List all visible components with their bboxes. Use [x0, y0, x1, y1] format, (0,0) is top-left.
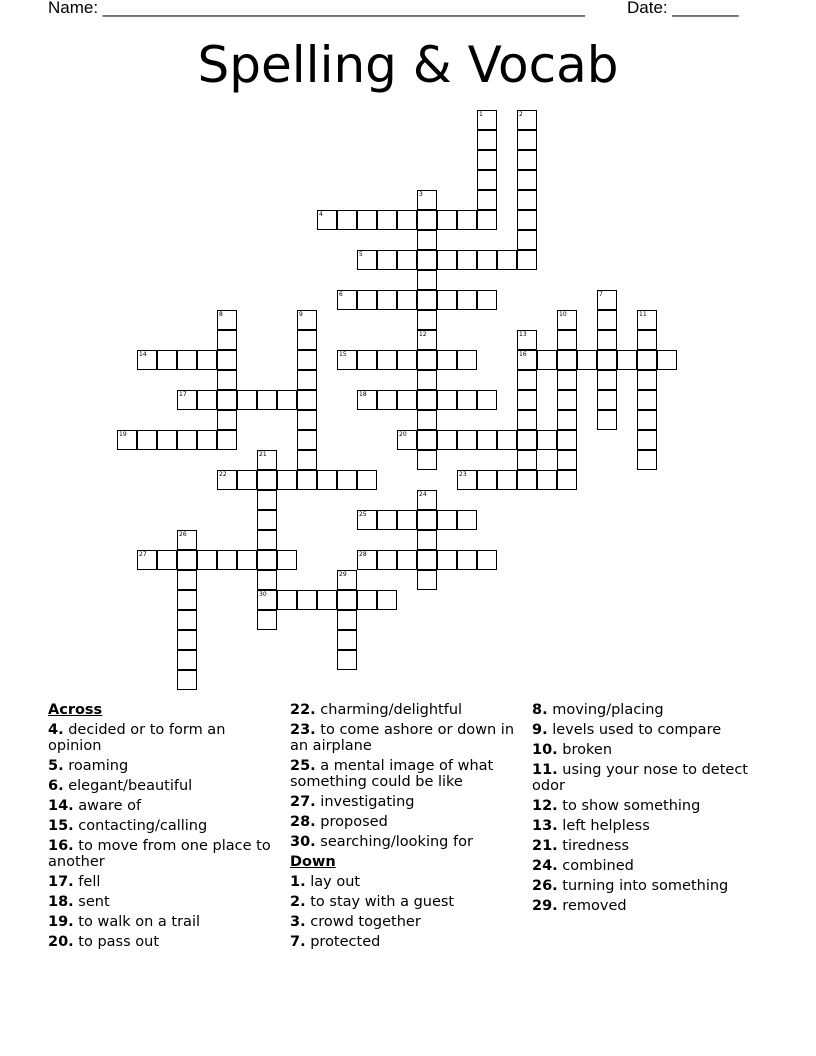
- crossword-cell[interactable]: [377, 250, 397, 270]
- crossword-cell[interactable]: [297, 350, 317, 370]
- crossword-cell[interactable]: [517, 370, 537, 390]
- crossword-cell[interactable]: [297, 450, 317, 470]
- crossword-cell[interactable]: [297, 430, 317, 450]
- clue-across-16: 16. to move from one place to another: [48, 838, 271, 870]
- crossword-cell[interactable]: [177, 390, 197, 410]
- crossword-cell[interactable]: [557, 370, 577, 390]
- crossword-cell[interactable]: [417, 490, 437, 510]
- clue-across-28: 28. proposed: [290, 814, 388, 830]
- crossword-cell[interactable]: [257, 470, 277, 490]
- cell-number: 28: [359, 551, 367, 558]
- crossword-cell[interactable]: [557, 430, 577, 450]
- cell-number: 18: [359, 391, 367, 398]
- crossword-cell[interactable]: [137, 430, 157, 450]
- crossword-cell[interactable]: [417, 230, 437, 250]
- crossword-cell[interactable]: [357, 350, 377, 370]
- clue-across-22: 22. charming/delightful: [290, 702, 463, 718]
- clue-across-25: 25. a mental image of what something could be like: [290, 758, 494, 790]
- crossword-cell[interactable]: [597, 410, 617, 430]
- crossword-cell[interactable]: [437, 350, 457, 370]
- clues-column-3: [532, 702, 772, 918]
- crossword-cell[interactable]: [177, 430, 197, 450]
- crossword-cell[interactable]: [457, 430, 477, 450]
- crossword-cell[interactable]: [417, 290, 437, 310]
- crossword-cell[interactable]: [217, 350, 237, 370]
- crossword-cell[interactable]: [177, 550, 197, 570]
- crossword-cell[interactable]: [517, 170, 537, 190]
- crossword-cell[interactable]: [477, 130, 497, 150]
- clue-across-14: 14. aware of: [48, 798, 142, 814]
- crossword-cell[interactable]: [257, 450, 277, 470]
- clue-down-13: 13. left helpless: [532, 818, 650, 834]
- crossword-cell[interactable]: [357, 550, 377, 570]
- cell-number: 6: [339, 291, 343, 298]
- crossword-cell[interactable]: [457, 290, 477, 310]
- clue-across-4: 4. decided or to form an opinion: [48, 722, 226, 754]
- clue-across-19: 19. to walk on a trail: [48, 914, 200, 930]
- crossword-cell[interactable]: [237, 470, 257, 490]
- crossword-cell[interactable]: [637, 450, 657, 470]
- page-title: Spelling & Vocab: [197, 36, 619, 94]
- cell-number: 17: [179, 391, 187, 398]
- crossword-cell[interactable]: [397, 250, 417, 270]
- crossword-cell[interactable]: [417, 450, 437, 470]
- crossword-cell[interactable]: [457, 250, 477, 270]
- clue-down-29: 29. removed: [532, 898, 627, 914]
- crossword-cell[interactable]: [437, 390, 457, 410]
- clue-down-2: 2. to stay with a guest: [290, 894, 455, 910]
- crossword-cell[interactable]: [417, 390, 437, 410]
- crossword-cell[interactable]: [417, 370, 437, 390]
- crossword-cell[interactable]: [597, 350, 617, 370]
- crossword-cell[interactable]: [337, 350, 357, 370]
- cell-number: 2: [519, 111, 523, 118]
- crossword-cell[interactable]: [497, 250, 517, 270]
- clue-down-12: 12. to show something: [532, 798, 701, 814]
- crossword-cell[interactable]: [517, 410, 537, 430]
- crossword-cell[interactable]: [557, 470, 577, 490]
- crossword-cell[interactable]: [377, 510, 397, 530]
- crossword-cell[interactable]: [317, 470, 337, 490]
- cell-number: 23: [459, 471, 467, 478]
- crossword-cell[interactable]: [577, 350, 597, 370]
- crossword-cell[interactable]: [357, 290, 377, 310]
- crossword-cell[interactable]: [517, 250, 537, 270]
- cell-number: 13: [519, 331, 527, 338]
- crossword-cell[interactable]: [517, 470, 537, 490]
- crossword-cell[interactable]: [277, 390, 297, 410]
- crossword-cell[interactable]: [417, 410, 437, 430]
- cell-number: 22: [219, 471, 227, 478]
- crossword-cell[interactable]: [297, 390, 317, 410]
- cell-number: 21: [259, 451, 267, 458]
- clue-down-1: 1. lay out: [290, 874, 361, 890]
- crossword-cell[interactable]: [397, 390, 417, 410]
- crossword-cell[interactable]: [517, 350, 537, 370]
- cell-number: 12: [419, 331, 427, 338]
- crossword-cell[interactable]: [557, 410, 577, 430]
- crossword-cell[interactable]: [177, 570, 197, 590]
- crossword-cell[interactable]: [517, 130, 537, 150]
- clue-down-21: 21. tiredness: [532, 838, 629, 854]
- crossword-cell[interactable]: [597, 310, 617, 330]
- crossword-cell[interactable]: [257, 550, 277, 570]
- crossword-cell[interactable]: [617, 350, 637, 370]
- crossword-cell[interactable]: [497, 430, 517, 450]
- crossword-cell[interactable]: [477, 150, 497, 170]
- crossword-cell[interactable]: [437, 430, 457, 450]
- crossword-cell[interactable]: [177, 670, 197, 690]
- down-heading: Down: [290, 854, 336, 870]
- crossword-cell[interactable]: [217, 310, 237, 330]
- crossword-cell[interactable]: [357, 590, 377, 610]
- crossword-cell[interactable]: [297, 590, 317, 610]
- crossword-cell[interactable]: [137, 550, 157, 570]
- crossword-cell[interactable]: [197, 390, 217, 410]
- crossword-cell[interactable]: [257, 590, 277, 610]
- crossword-cell[interactable]: [217, 330, 237, 350]
- crossword-cell[interactable]: [517, 450, 537, 470]
- crossword-cell[interactable]: [297, 470, 317, 490]
- cell-number: 14: [139, 351, 147, 358]
- clue-across-15: 15. contacting/calling: [48, 818, 208, 834]
- crossword-cell[interactable]: [557, 330, 577, 350]
- clue-down-7: 7. protected: [290, 934, 381, 950]
- crossword-cell[interactable]: [277, 550, 297, 570]
- cell-number: 15: [339, 351, 347, 358]
- name-label: Name: ___________________________________________________: [48, 0, 585, 17]
- crossword-cell[interactable]: [257, 530, 277, 550]
- crossword-cell[interactable]: [517, 330, 537, 350]
- crossword-cell[interactable]: [417, 210, 437, 230]
- crossword-cell[interactable]: [197, 350, 217, 370]
- crossword-cell[interactable]: [637, 410, 657, 430]
- crossword-cell[interactable]: [197, 550, 217, 570]
- crossword-cell[interactable]: [377, 550, 397, 570]
- crossword-cell[interactable]: [357, 390, 377, 410]
- crossword-cell[interactable]: [457, 550, 477, 570]
- crossword-cell[interactable]: [597, 290, 617, 310]
- crossword-cell[interactable]: [417, 250, 437, 270]
- clue-across-17: 17. fell: [48, 874, 101, 890]
- crossword-cell[interactable]: [417, 570, 437, 590]
- crossword-cell[interactable]: [517, 110, 537, 130]
- crossword-cell[interactable]: [297, 410, 317, 430]
- crossword-cell[interactable]: [477, 190, 497, 210]
- crossword-cell[interactable]: [377, 290, 397, 310]
- crossword-cell[interactable]: [317, 590, 337, 610]
- crossword-cell[interactable]: [337, 210, 357, 230]
- crossword-cell[interactable]: [597, 370, 617, 390]
- cell-number: 4: [319, 211, 323, 218]
- cell-number: 30: [259, 591, 267, 598]
- crossword-cell[interactable]: [177, 650, 197, 670]
- crossword-cell[interactable]: [257, 510, 277, 530]
- crossword-cell[interactable]: [437, 550, 457, 570]
- crossword-cell[interactable]: [217, 550, 237, 570]
- crossword-cell[interactable]: [457, 470, 477, 490]
- clue-across-27: 27. investigating: [290, 794, 415, 810]
- crossword-cell[interactable]: [377, 590, 397, 610]
- crossword-cell[interactable]: [297, 330, 317, 350]
- crossword-cell[interactable]: [397, 210, 417, 230]
- crossword-cell[interactable]: [337, 290, 357, 310]
- crossword-cell[interactable]: [337, 610, 357, 630]
- across-heading: Across: [48, 702, 103, 718]
- crossword-cell[interactable]: [337, 570, 357, 590]
- crossword-cell[interactable]: [137, 350, 157, 370]
- crossword-cell[interactable]: [597, 390, 617, 410]
- crossword-cell[interactable]: [157, 430, 177, 450]
- crossword-cell[interactable]: [317, 210, 337, 230]
- crossword-cell[interactable]: [637, 330, 657, 350]
- crossword-cell[interactable]: [417, 190, 437, 210]
- crossword-cell[interactable]: [637, 350, 657, 370]
- crossword-cell[interactable]: [537, 350, 557, 370]
- crossword-cell[interactable]: [237, 550, 257, 570]
- clue-down-11: 11. using your nose to detect odor: [532, 762, 748, 794]
- crossword-cell[interactable]: [557, 350, 577, 370]
- cell-number: 11: [639, 311, 647, 318]
- crossword-cell[interactable]: [537, 430, 557, 450]
- crossword-cell[interactable]: [637, 370, 657, 390]
- crossword-cell[interactable]: [197, 430, 217, 450]
- crossword-cell[interactable]: [157, 350, 177, 370]
- clue-down-24: 24. combined: [532, 858, 634, 874]
- crossword-cell[interactable]: [417, 510, 437, 530]
- crossword-cell[interactable]: [597, 330, 617, 350]
- crossword-cell[interactable]: [117, 430, 137, 450]
- crossword-cell[interactable]: [477, 550, 497, 570]
- crossword-cell[interactable]: [217, 430, 237, 450]
- clues-column-1: [48, 702, 276, 954]
- crossword-cell[interactable]: [297, 310, 317, 330]
- crossword-cell[interactable]: [457, 350, 477, 370]
- clue-down-3: 3. crowd together: [290, 914, 421, 930]
- cell-number: 5: [359, 251, 363, 258]
- crossword-cell[interactable]: [357, 470, 377, 490]
- clues-column-2: [290, 702, 518, 954]
- crossword-cell[interactable]: [437, 290, 457, 310]
- crossword-cell[interactable]: [557, 450, 577, 470]
- clue-across-30: 30. searching/looking for: [290, 834, 473, 850]
- crossword-cell[interactable]: [257, 490, 277, 510]
- crossword-cell[interactable]: [537, 470, 557, 490]
- cell-number: 1: [479, 111, 483, 118]
- crossword-cell[interactable]: [357, 210, 377, 230]
- crossword-cell[interactable]: [517, 210, 537, 230]
- cell-number: 24: [419, 491, 427, 498]
- cell-number: 19: [119, 431, 127, 438]
- crossword-cell[interactable]: [397, 290, 417, 310]
- crossword-cell[interactable]: [217, 410, 237, 430]
- crossword-cell[interactable]: [477, 170, 497, 190]
- crossword-cell[interactable]: [397, 510, 417, 530]
- crossword-cell[interactable]: [477, 250, 497, 270]
- crossword-cell[interactable]: [257, 610, 277, 630]
- cell-number: 7: [599, 291, 603, 298]
- cell-number: 9: [299, 311, 303, 318]
- crossword-cell[interactable]: [637, 430, 657, 450]
- crossword-cell[interactable]: [477, 290, 497, 310]
- crossword-cell[interactable]: [437, 210, 457, 230]
- crossword-cell[interactable]: [337, 650, 357, 670]
- clue-down-10: 10. broken: [532, 742, 613, 758]
- crossword-cell[interactable]: [457, 210, 477, 230]
- crossword-cell[interactable]: [477, 430, 497, 450]
- crossword-cell[interactable]: [437, 510, 457, 530]
- crossword-cell[interactable]: [377, 350, 397, 370]
- clue-down-9: 9. levels used to compare: [532, 722, 722, 738]
- crossword-cell[interactable]: [217, 470, 237, 490]
- crossword-cell[interactable]: [417, 430, 437, 450]
- crossword-cell[interactable]: [177, 350, 197, 370]
- crossword-cell[interactable]: [477, 110, 497, 130]
- crossword-cell[interactable]: [637, 390, 657, 410]
- cell-number: 10: [559, 311, 567, 318]
- crossword-cell[interactable]: [557, 390, 577, 410]
- clue-across-5: 5. roaming: [48, 758, 129, 774]
- crossword-cell[interactable]: [257, 390, 277, 410]
- crossword-cell[interactable]: [417, 310, 437, 330]
- date-label: Date: _______: [627, 0, 739, 17]
- crossword-cell[interactable]: [297, 370, 317, 390]
- crossword-cell[interactable]: [417, 550, 437, 570]
- cell-number: 8: [219, 311, 223, 318]
- crossword-cell[interactable]: [337, 470, 357, 490]
- crossword-cell[interactable]: [517, 430, 537, 450]
- cell-number: 25: [359, 511, 367, 518]
- crossword-cell[interactable]: [337, 590, 357, 610]
- crossword-cell[interactable]: [337, 630, 357, 650]
- crossword-cell[interactable]: [477, 470, 497, 490]
- crossword-cell[interactable]: [257, 570, 277, 590]
- crossword-cell[interactable]: [557, 310, 577, 330]
- clue-across-18: 18. sent: [48, 894, 110, 910]
- crossword-cell[interactable]: [517, 390, 537, 410]
- crossword-cell[interactable]: [277, 590, 297, 610]
- clue-down-26: 26. turning into something: [532, 878, 729, 894]
- crossword-cell[interactable]: [517, 230, 537, 250]
- cell-number: 29: [339, 571, 347, 578]
- crossword-cell[interactable]: [357, 250, 377, 270]
- crossword-cell[interactable]: [377, 390, 397, 410]
- crossword-cell[interactable]: [277, 470, 297, 490]
- cell-number: 16: [519, 351, 527, 358]
- crossword-cell[interactable]: [477, 390, 497, 410]
- cell-number: 26: [179, 531, 187, 538]
- crossword-cell[interactable]: [457, 390, 477, 410]
- crossword-cell[interactable]: [237, 390, 257, 410]
- crossword-cell[interactable]: [517, 190, 537, 210]
- clue-down-8: 8. moving/placing: [532, 702, 664, 718]
- crossword-cell[interactable]: [217, 390, 237, 410]
- crossword-cell[interactable]: [417, 530, 437, 550]
- cell-number: 3: [419, 191, 423, 198]
- crossword-cell[interactable]: [637, 310, 657, 330]
- crossword-cell[interactable]: [657, 350, 677, 370]
- crossword-cell[interactable]: [517, 150, 537, 170]
- crossword-cell[interactable]: [477, 210, 497, 230]
- crossword-cell[interactable]: [177, 610, 197, 630]
- crossword-cell[interactable]: [417, 350, 437, 370]
- crossword-cell[interactable]: [397, 550, 417, 570]
- clue-across-23: 23. to come ashore or down in an airplane: [290, 722, 515, 754]
- crossword-cell[interactable]: [217, 370, 237, 390]
- cell-number: 20: [399, 431, 407, 438]
- crossword-cell[interactable]: [457, 510, 477, 530]
- crossword-cell[interactable]: [357, 510, 377, 530]
- crossword-cell[interactable]: [397, 350, 417, 370]
- crossword-cell[interactable]: [377, 210, 397, 230]
- clue-across-20: 20. to pass out: [48, 934, 160, 950]
- clue-across-6: 6. elegant/beautiful: [48, 778, 193, 794]
- crossword-cell[interactable]: [177, 630, 197, 650]
- crossword-cell[interactable]: [417, 330, 437, 350]
- crossword-cell[interactable]: [417, 270, 437, 290]
- crossword-cell[interactable]: [497, 470, 517, 490]
- cell-number: 27: [139, 551, 147, 558]
- crossword-cell[interactable]: [157, 550, 177, 570]
- crossword-cell[interactable]: [177, 590, 197, 610]
- crossword-cell[interactable]: [437, 250, 457, 270]
- crossword-cell[interactable]: [177, 530, 197, 550]
- crossword-cell[interactable]: [397, 430, 417, 450]
